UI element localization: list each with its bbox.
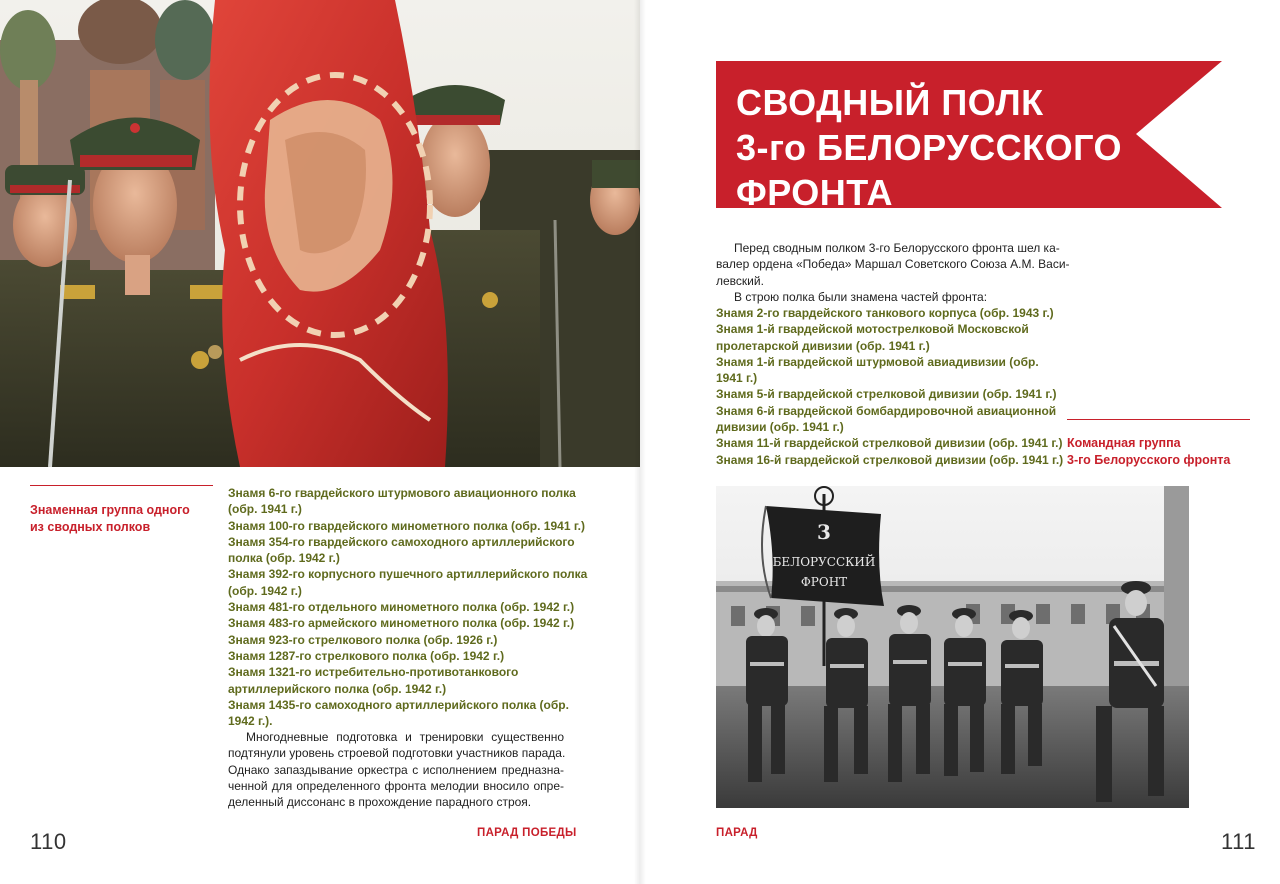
banner-line: Знамя 481-го отдельного минометного полка (обр. 1942 г.)	[228, 600, 575, 615]
banner-line: Знамя 923-го стрелкового полка (обр. 1926 г.)	[228, 632, 498, 647]
banner-line: Знамя 6-й гвардейской бомбардировочной авиационной	[716, 403, 1057, 418]
photo-caption-right: Командная группа 3-го Белорусского фронта	[1067, 436, 1231, 467]
banner-list-left	[228, 485, 587, 729]
page-title: СВОДНЫЙ ПОЛК 3-го БЕЛОРУССКОГО ФРОНТА	[736, 82, 1123, 213]
banner-line: Знамя 1321-го истребительно-противотанкового	[228, 665, 519, 680]
body-paragraph-left: Многодневные подготовка и тренировки существенно подтянули уровень строевой подготовки участников парада. Однако запаздывание оркестра с исполнением предназна- ченной для определенного фронта мелодии вносило опре- деленный диссонанс в прохождение парадного строя.	[228, 730, 566, 810]
banner-line: Знамя 100-го гвардейского минометного полка (обр. 1941 г.)	[228, 518, 585, 533]
banner-line: (обр. 1942 г.)	[228, 583, 302, 598]
page-number-left: 110	[30, 829, 67, 854]
banner-line: Знамя 483-го армейского минометного полка (обр. 1942 г.)	[228, 616, 575, 631]
banner-line: (обр. 1941 г.)	[228, 502, 302, 517]
banner-line: Знамя 1-й гвардейской мотострелковой Московской	[716, 322, 1029, 337]
banner-line: пролетарской дивизии (обр. 1941 г.)	[716, 338, 930, 353]
banner-line: дивизии (обр. 1941 г.)	[716, 420, 844, 435]
banner-line: Знамя 2-го гвардейского танкового корпуса (обр. 1943 г.)	[716, 306, 1054, 320]
banner-list-right	[716, 305, 1063, 468]
banner-line: Знамя 11-й гвардейской стрелковой дивизии (обр. 1941 г.)	[716, 436, 1063, 451]
caption-rule	[30, 485, 213, 486]
banner-line: Знамя 392-го корпусного пушечного артиллерийского полка	[228, 567, 588, 582]
banner-line: полка (обр. 1942 г.)	[228, 551, 340, 566]
banner-line: Знамя 16-й гвардейской стрелковой дивизии (обр. 1941 г.)	[716, 452, 1064, 467]
banner-line: Знамя 354-го гвардейского самоходного артиллерийского	[228, 534, 575, 549]
flag-text-line-2: ФРОНТ	[800, 575, 848, 589]
flag-text-line-1: БЕЛОРУССКИЙ	[772, 555, 876, 569]
book-spine-shadow	[634, 0, 646, 884]
intro-paragraph-right: Перед сводным полком 3-го Белорусского фронта шел ка- валер ордена «Победа» Маршал Советского Союза А.М. Васи- левский. В строю полка были знамена частей фронта:	[716, 241, 1070, 304]
running-head-right: ПАРАД	[716, 827, 758, 839]
banner-line: 1941 г.)	[716, 371, 758, 386]
banner-line: Знамя 1287-го стрелкового полка (обр. 1942 г.)	[228, 648, 505, 663]
bw-parade-photo	[716, 486, 1189, 808]
banner-line: 1942 г.).	[228, 714, 273, 729]
banner-line: Знамя 1435-го самоходного артиллерийского полка (обр.	[228, 697, 569, 712]
photo-caption-left: Знаменная группа одного из сводных полков	[30, 503, 190, 534]
banner-line: Знамя 6-го гвардейского штурмового авиационного полка	[228, 486, 576, 500]
caption-rule	[1067, 419, 1250, 420]
banner-line: Знамя 1-й гвардейской штурмовой авиадивизии (обр.	[716, 354, 1039, 369]
page-number-right: 111	[1221, 829, 1256, 854]
flag-number: 3	[817, 520, 831, 544]
running-head-left: ПАРАД ПОБЕДЫ	[477, 827, 577, 839]
color-parade-photo	[0, 0, 640, 467]
banner-line: артиллерийского полка (обр. 1942 г.)	[228, 681, 447, 696]
banner-line: Знамя 5-й гвардейской стрелковой дивизии (обр. 1941 г.)	[716, 387, 1057, 402]
